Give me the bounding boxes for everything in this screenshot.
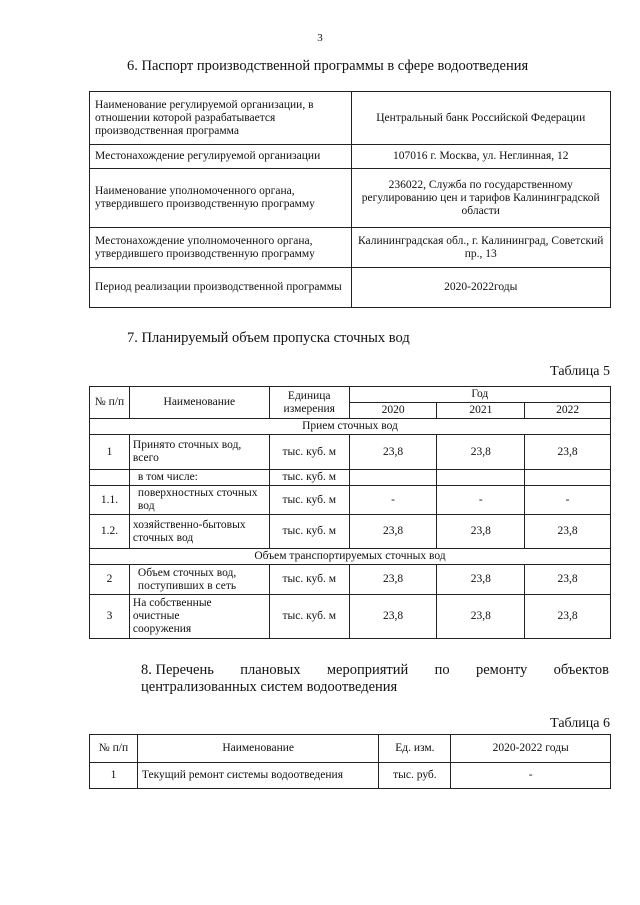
row-name: Текущий ремонт системы водоотведения — [137, 763, 379, 789]
table-row — [90, 435, 611, 470]
passport-row — [90, 169, 611, 228]
col-header-num: № п/п — [90, 387, 130, 419]
row-unit: тыс. куб. м — [269, 565, 349, 595]
row-value: - — [349, 486, 437, 515]
row-value: 23,8 — [349, 565, 437, 595]
col-header-unit: Единица измерения — [269, 387, 349, 419]
row-value: 23,8 — [349, 595, 437, 639]
row-value: 23,8 — [437, 595, 525, 639]
row-num: 3 — [90, 595, 130, 639]
passport-table — [89, 91, 611, 308]
col-header-2022: 2022 — [525, 403, 611, 419]
row-value: 23,8 — [437, 435, 525, 470]
row-unit: тыс. куб. м — [269, 595, 349, 639]
passport-value: Калининградская обл., г. Калининград, Советский пр., 13 — [351, 228, 611, 268]
table-row — [90, 486, 611, 515]
passport-row — [90, 268, 611, 308]
table-row — [90, 763, 611, 789]
page-number: 3 — [317, 32, 323, 44]
group-header: Объем транспортируемых сточных вод — [90, 549, 611, 565]
row-value: 23,8 — [437, 565, 525, 595]
row-name: хозяйственно-бытовых сточных вод — [129, 515, 269, 549]
row-value — [437, 470, 525, 486]
row-num: 1 — [90, 435, 130, 470]
table5-caption: Таблица 5 — [550, 364, 610, 379]
row-value: - — [451, 763, 611, 789]
passport-value: 236022, Служба по государственному регулированию цен и тарифов Калининградской области — [351, 169, 611, 228]
title-word: плановых — [240, 662, 301, 678]
table-row — [90, 515, 611, 549]
row-value: - — [437, 486, 525, 515]
col-header-year: Год — [349, 387, 610, 403]
row-value: 23,8 — [525, 565, 611, 595]
row-name: Принято сточных вод, всего — [129, 435, 269, 470]
col-header-name: Наименование — [129, 387, 269, 419]
row-unit: тыс. руб. — [379, 763, 451, 789]
section6-title: 6. Паспорт производственной программы в сфере водоотведения — [127, 58, 529, 74]
col-header-num: № п/п — [90, 735, 138, 763]
passport-row — [90, 145, 611, 169]
row-num: 2 — [90, 565, 130, 595]
title-word: 8. Перечень — [141, 662, 214, 678]
row-value: 23,8 — [437, 515, 525, 549]
col-header-name: Наименование — [137, 735, 379, 763]
row-num: 1 — [90, 763, 138, 789]
col-header-period: 2020-2022 годы — [451, 735, 611, 763]
section8-title — [141, 662, 609, 696]
group-header: Прием сточных вод — [90, 419, 611, 435]
section7-title: 7. Планируемый объем пропуска сточных вод — [127, 330, 410, 346]
table6-caption: Таблица 6 — [550, 716, 610, 731]
title-word: мероприятий — [326, 662, 409, 678]
table-row — [90, 595, 611, 639]
title-line2: централизованных систем водоотведения — [141, 679, 398, 695]
row-value — [525, 470, 611, 486]
works-table — [89, 734, 611, 789]
passport-value: Центральный банк Российской Федерации — [351, 92, 611, 145]
row-value: 23,8 — [525, 595, 611, 639]
volume-table — [89, 386, 611, 639]
title-word: объектов — [553, 662, 609, 678]
passport-label: Местонахождение регулируемой организации — [90, 145, 352, 169]
table-row — [90, 470, 611, 486]
title-word: ремонту — [476, 662, 528, 678]
row-value: 23,8 — [525, 515, 611, 549]
row-num: 1.1. — [90, 486, 130, 515]
passport-row — [90, 92, 611, 145]
row-name: поверхностных сточных вод — [129, 486, 269, 515]
row-name: На собственные очистные сооружения — [129, 595, 269, 639]
passport-label: Местонахождение уполномоченного органа, утвердившего производственную программу — [90, 228, 352, 268]
row-unit: тыс. куб. м — [269, 470, 349, 486]
row-num — [90, 470, 130, 486]
title-word: по — [434, 662, 450, 678]
row-num: 1.2. — [90, 515, 130, 549]
row-value: 23,8 — [349, 515, 437, 549]
col-header-2021: 2021 — [437, 403, 525, 419]
col-header-2020: 2020 — [349, 403, 437, 419]
passport-value: 2020-2022годы — [351, 268, 611, 308]
row-unit: тыс. куб. м — [269, 435, 349, 470]
col-header-unit: Ед. изм. — [379, 735, 451, 763]
passport-label: Период реализации производственной программы — [90, 268, 352, 308]
row-value: 23,8 — [525, 435, 611, 470]
table-row — [90, 565, 611, 595]
passport-label: Наименование регулируемой организации, в отношении которой разрабатывается производственная программа — [90, 92, 352, 145]
row-name: в том числе: — [129, 470, 269, 486]
row-value: - — [525, 486, 611, 515]
passport-row — [90, 228, 611, 268]
passport-label: Наименование уполномоченного органа, утвердившего производственную программу — [90, 169, 352, 228]
row-name: Объем сточных вод, поступивших в сеть — [129, 565, 269, 595]
passport-value: 107016 г. Москва, ул. Неглинная, 12 — [351, 145, 611, 169]
row-value: 23,8 — [349, 435, 437, 470]
row-unit: тыс. куб. м — [269, 486, 349, 515]
row-unit: тыс. куб. м — [269, 515, 349, 549]
row-value — [349, 470, 437, 486]
